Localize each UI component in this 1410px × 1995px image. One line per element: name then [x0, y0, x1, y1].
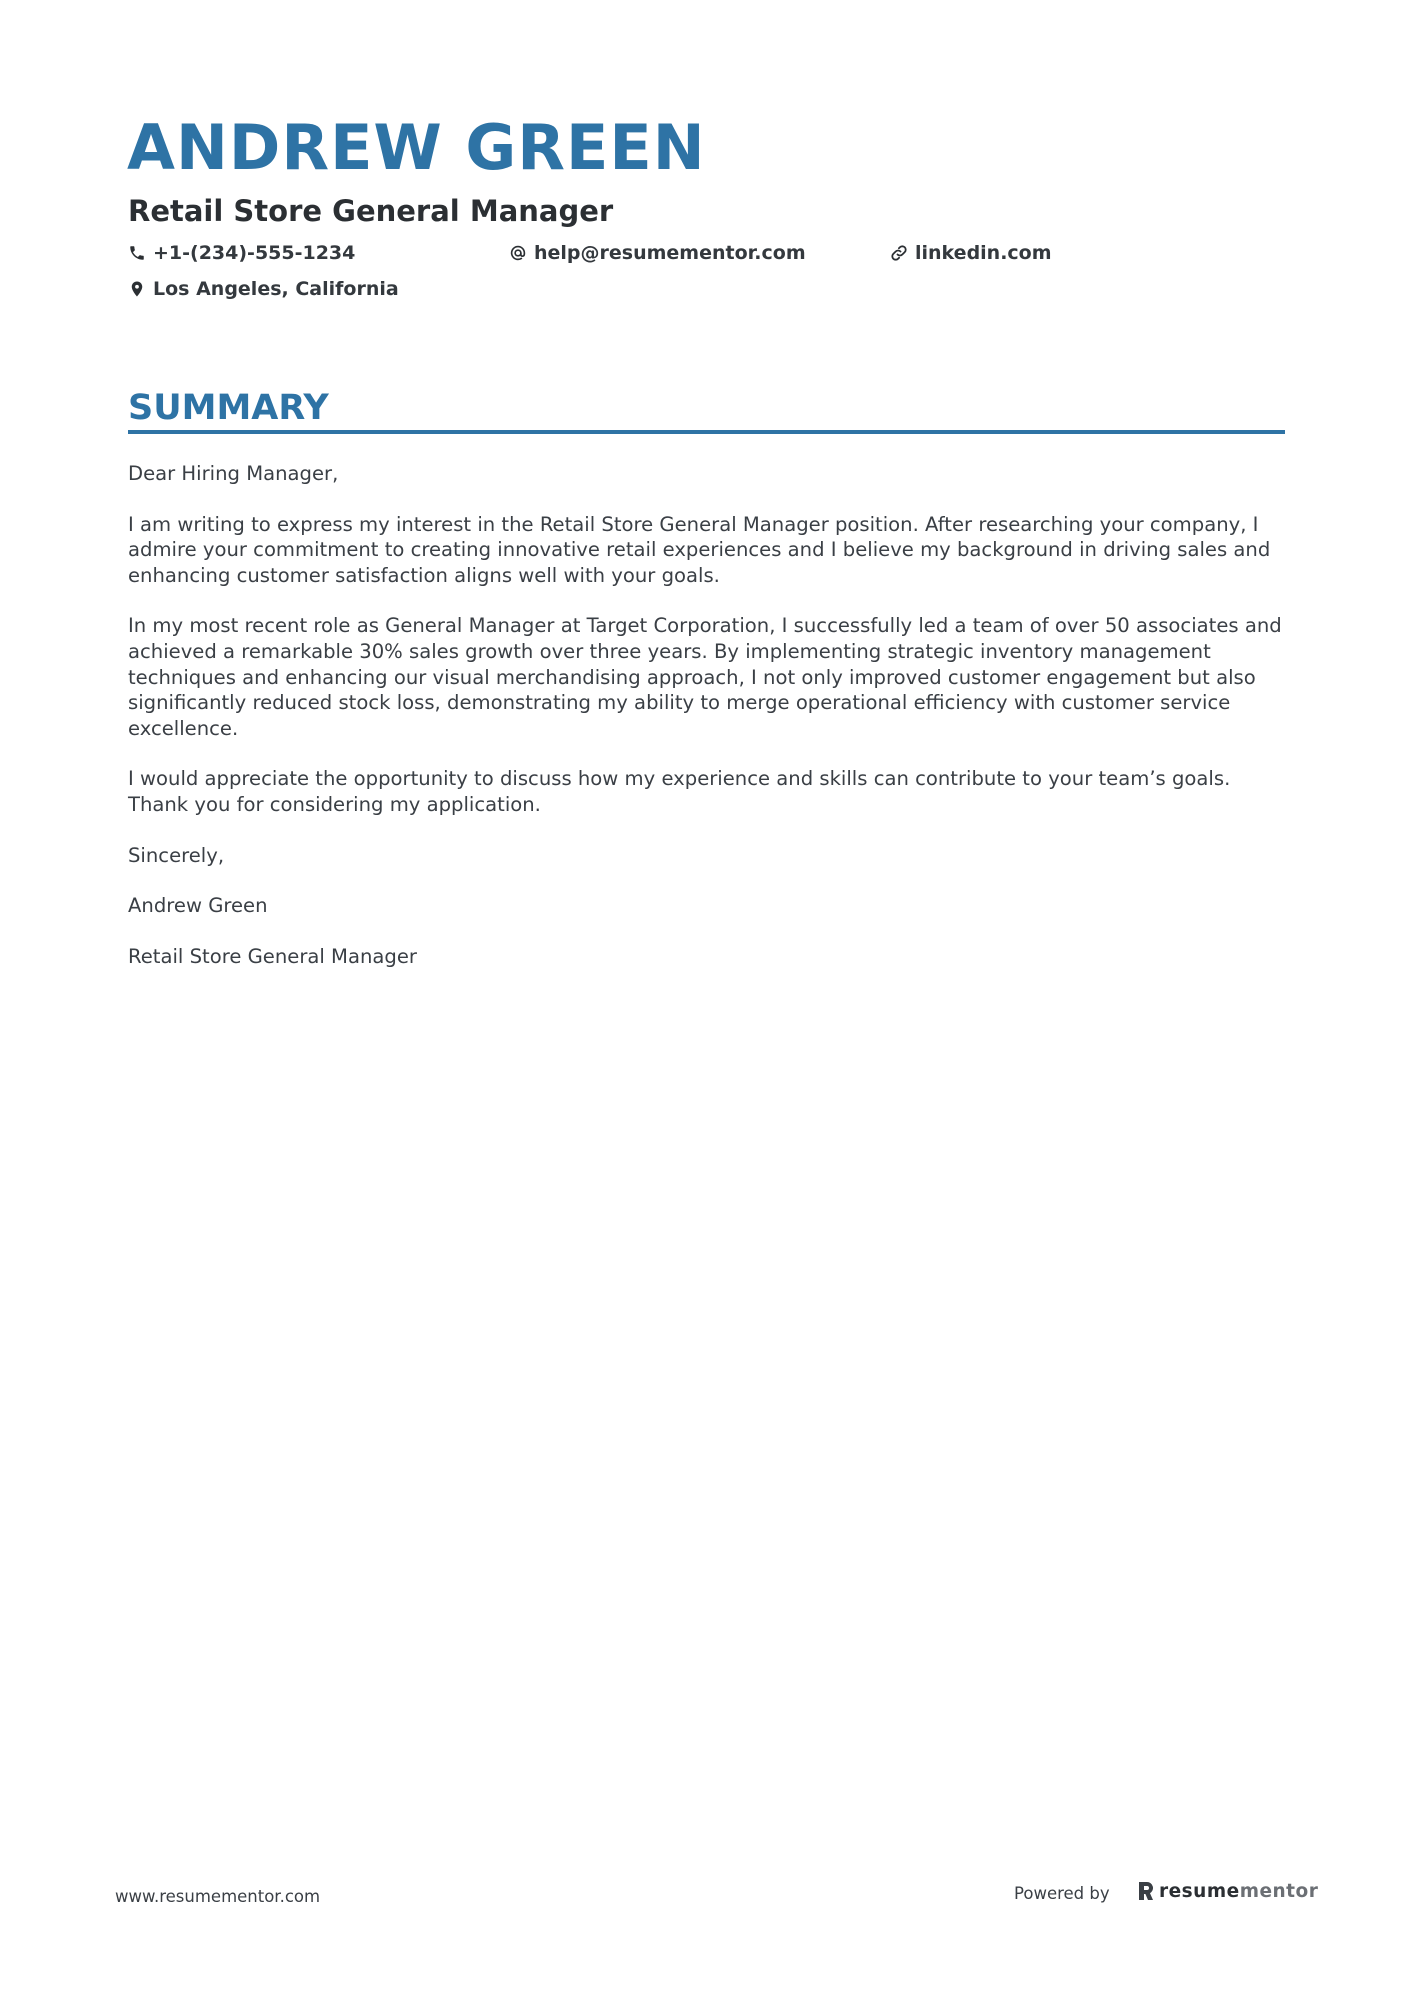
email-link[interactable]: help@resumementor.com — [534, 242, 806, 264]
contact-email — [509, 240, 806, 266]
footer-website-link[interactable]: www.resumementor.com — [115, 1887, 321, 1906]
section-divider — [128, 430, 1285, 434]
job-title: Retail Store General Manager — [128, 194, 614, 228]
letter-body — [128, 461, 1288, 994]
brand-part-mentor: mentor — [1239, 1880, 1319, 1902]
brand-logo[interactable] — [1137, 1880, 1318, 1902]
resumementor-logo-icon — [1137, 1880, 1155, 1902]
contact-location — [128, 276, 399, 302]
brand-part-resume: resume — [1159, 1880, 1240, 1902]
contact-link — [890, 240, 1052, 266]
letter-paragraph: I am writing to express my interest in the Retail Store General Manager position. After researching your company, I admire your commitment to creating innovative retail experiences and I believe my background in driving sales and enhancing customer satisfaction aligns well with your goals. — [128, 512, 1271, 587]
powered-by-label: Powered by — [1014, 1884, 1110, 1903]
location-text: Los Angeles, California — [153, 278, 399, 300]
letter-paragraph: I would appreciate the opportunity to discuss how my experience and skills can contribute to your team’s goals. Thank you for considering my application. — [128, 767, 1231, 816]
phone-text: +1-(234)-555-1234 — [153, 242, 356, 264]
signature-name: Andrew Green — [128, 894, 268, 918]
linkedin-link[interactable]: linkedin.com — [915, 242, 1052, 264]
phone-icon — [128, 244, 146, 262]
contact-phone — [128, 240, 355, 266]
location-pin-icon — [128, 280, 146, 298]
at-icon — [509, 244, 527, 262]
candidate-name: ANDREW GREEN — [127, 111, 706, 184]
link-icon — [890, 244, 908, 262]
brand-wordmark — [1159, 1881, 1318, 1902]
signature-title: Retail Store General Manager — [128, 944, 417, 968]
section-heading-summary: SUMMARY — [128, 388, 329, 428]
salutation: Dear Hiring Manager, — [128, 462, 339, 485]
letter-paragraph: In my most recent role as General Manager at Target Corporation, I successfully led a team of over 50 associates and achieved a remarkable 30% sales growth over three years. By implementing strategic inventory management techniques and enhancing our visual merchandising approach, I not only improved customer engagement but also significantly reduced stock loss, demonstrating my ability to merge operational efficiency with customer service excellence. — [128, 614, 1282, 740]
closing: Sincerely, — [128, 843, 225, 867]
